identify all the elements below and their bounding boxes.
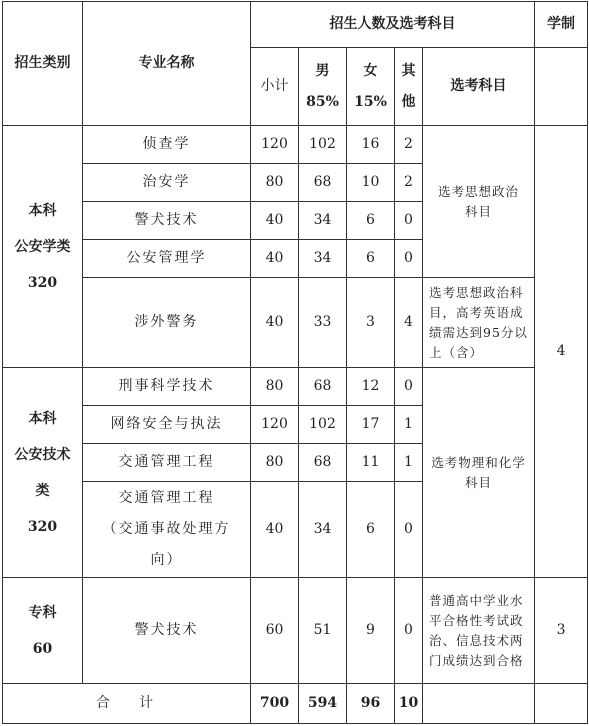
- header-duration: 学制: [535, 2, 588, 48]
- category-cell: [3, 578, 83, 684]
- male-cell: 34: [299, 240, 347, 278]
- subtotal-cell: 80: [251, 368, 299, 406]
- header-other-top: 其: [401, 62, 416, 79]
- category-line: 本科: [28, 410, 57, 427]
- major-name: 交通管理工程: [83, 444, 251, 482]
- subjects-cell: 选考思想政治科目，高考英语成绩需达到95分以上（含）: [423, 278, 535, 368]
- major-name-line: 向）: [150, 552, 183, 568]
- other-cell: 0: [395, 202, 423, 240]
- other-cell: 0: [395, 482, 423, 578]
- male-cell: 102: [299, 406, 347, 444]
- female-cell: 12: [347, 368, 395, 406]
- major-name: 警犬技术: [83, 202, 251, 240]
- female-cell: 11: [347, 444, 395, 482]
- header-male-pct: 85%: [306, 93, 339, 110]
- subjects-cell: 选考思想政治科目: [423, 126, 535, 278]
- male-cell: 102: [299, 126, 347, 164]
- female-cell: 9: [347, 578, 395, 684]
- other-cell: 2: [395, 126, 423, 164]
- total-other: 10: [395, 684, 423, 724]
- major-name: 网络安全与执法: [83, 406, 251, 444]
- female-cell: 16: [347, 126, 395, 164]
- enrollment-table: [2, 1, 588, 724]
- header-subjects: 选考科目: [423, 48, 535, 126]
- total-duration-empty: [535, 684, 588, 724]
- female-cell: 3: [347, 278, 395, 368]
- subjects-cell: 选考物理和化学科目: [423, 368, 535, 578]
- subtotal-cell: 120: [251, 126, 299, 164]
- major-name: 侦查学: [83, 126, 251, 164]
- major-name-line: （交通事故处理方: [102, 521, 231, 537]
- major-name-line: 交通管理工程: [118, 490, 215, 506]
- header-other-bottom: 他: [401, 93, 416, 110]
- header-other: [395, 48, 423, 126]
- other-cell: 0: [395, 368, 423, 406]
- major-name: 公安管理学: [83, 240, 251, 278]
- other-cell: 2: [395, 164, 423, 202]
- category-line: 公安技术: [14, 446, 71, 463]
- category-line: 公安学类: [14, 238, 71, 255]
- duration-cell: 4: [535, 126, 588, 578]
- male-cell: 34: [299, 202, 347, 240]
- total-male: 594: [299, 684, 347, 724]
- category-cell: [3, 368, 83, 578]
- subtotal-cell: 40: [251, 240, 299, 278]
- female-cell: 6: [347, 482, 395, 578]
- total-female: 96: [347, 684, 395, 724]
- female-cell: 17: [347, 406, 395, 444]
- header-female-label: 女: [363, 62, 378, 79]
- category-line: 本科: [28, 202, 57, 219]
- male-cell: 51: [299, 578, 347, 684]
- header-female: [347, 48, 395, 126]
- male-cell: 34: [299, 482, 347, 578]
- header-category: 招生类别: [3, 2, 83, 126]
- male-cell: 68: [299, 444, 347, 482]
- duration-cell: 3: [535, 578, 588, 684]
- male-cell: 68: [299, 368, 347, 406]
- header-duration-spacer: [535, 48, 588, 126]
- total-subtotal: 700: [251, 684, 299, 724]
- subtotal-cell: 120: [251, 406, 299, 444]
- total-subjects-empty: [423, 684, 535, 724]
- male-cell: 68: [299, 164, 347, 202]
- male-cell: 33: [299, 278, 347, 368]
- major-name: 治安学: [83, 164, 251, 202]
- other-cell: 0: [395, 578, 423, 684]
- subtotal-cell: 60: [251, 578, 299, 684]
- female-cell: 10: [347, 164, 395, 202]
- header-major-name: 专业名称: [83, 2, 251, 126]
- category-line: 320: [27, 518, 58, 535]
- major-name: 涉外警务: [83, 278, 251, 368]
- subjects-cell: 普通高中学业水平合格性考试政治、信息技术两门成绩达到合格: [423, 578, 535, 684]
- category-line: 320: [27, 274, 58, 291]
- subtotal-cell: 40: [251, 202, 299, 240]
- header-male-label: 男: [315, 62, 330, 79]
- female-cell: 6: [347, 240, 395, 278]
- header-male: [299, 48, 347, 126]
- header-female-pct: 15%: [354, 93, 387, 110]
- other-cell: 4: [395, 278, 423, 368]
- category-line: 专科: [28, 604, 57, 621]
- female-cell: 6: [347, 202, 395, 240]
- category-cell: [3, 126, 83, 368]
- category-line: 类: [35, 482, 50, 499]
- category-line: 60: [32, 640, 53, 657]
- other-cell: 1: [395, 444, 423, 482]
- subtotal-cell: 40: [251, 278, 299, 368]
- major-name: 刑事科学技术: [83, 368, 251, 406]
- major-name: 警犬技术: [83, 578, 251, 684]
- header-subtotal: 小计: [251, 48, 299, 126]
- subtotal-cell: 80: [251, 164, 299, 202]
- other-cell: 0: [395, 240, 423, 278]
- subtotal-cell: 80: [251, 444, 299, 482]
- subtotal-cell: 40: [251, 482, 299, 578]
- other-cell: 1: [395, 406, 423, 444]
- major-name: [83, 482, 251, 578]
- total-label: 合 计: [3, 684, 251, 724]
- header-enrollment-group: 招生人数及选考科目: [251, 2, 535, 48]
